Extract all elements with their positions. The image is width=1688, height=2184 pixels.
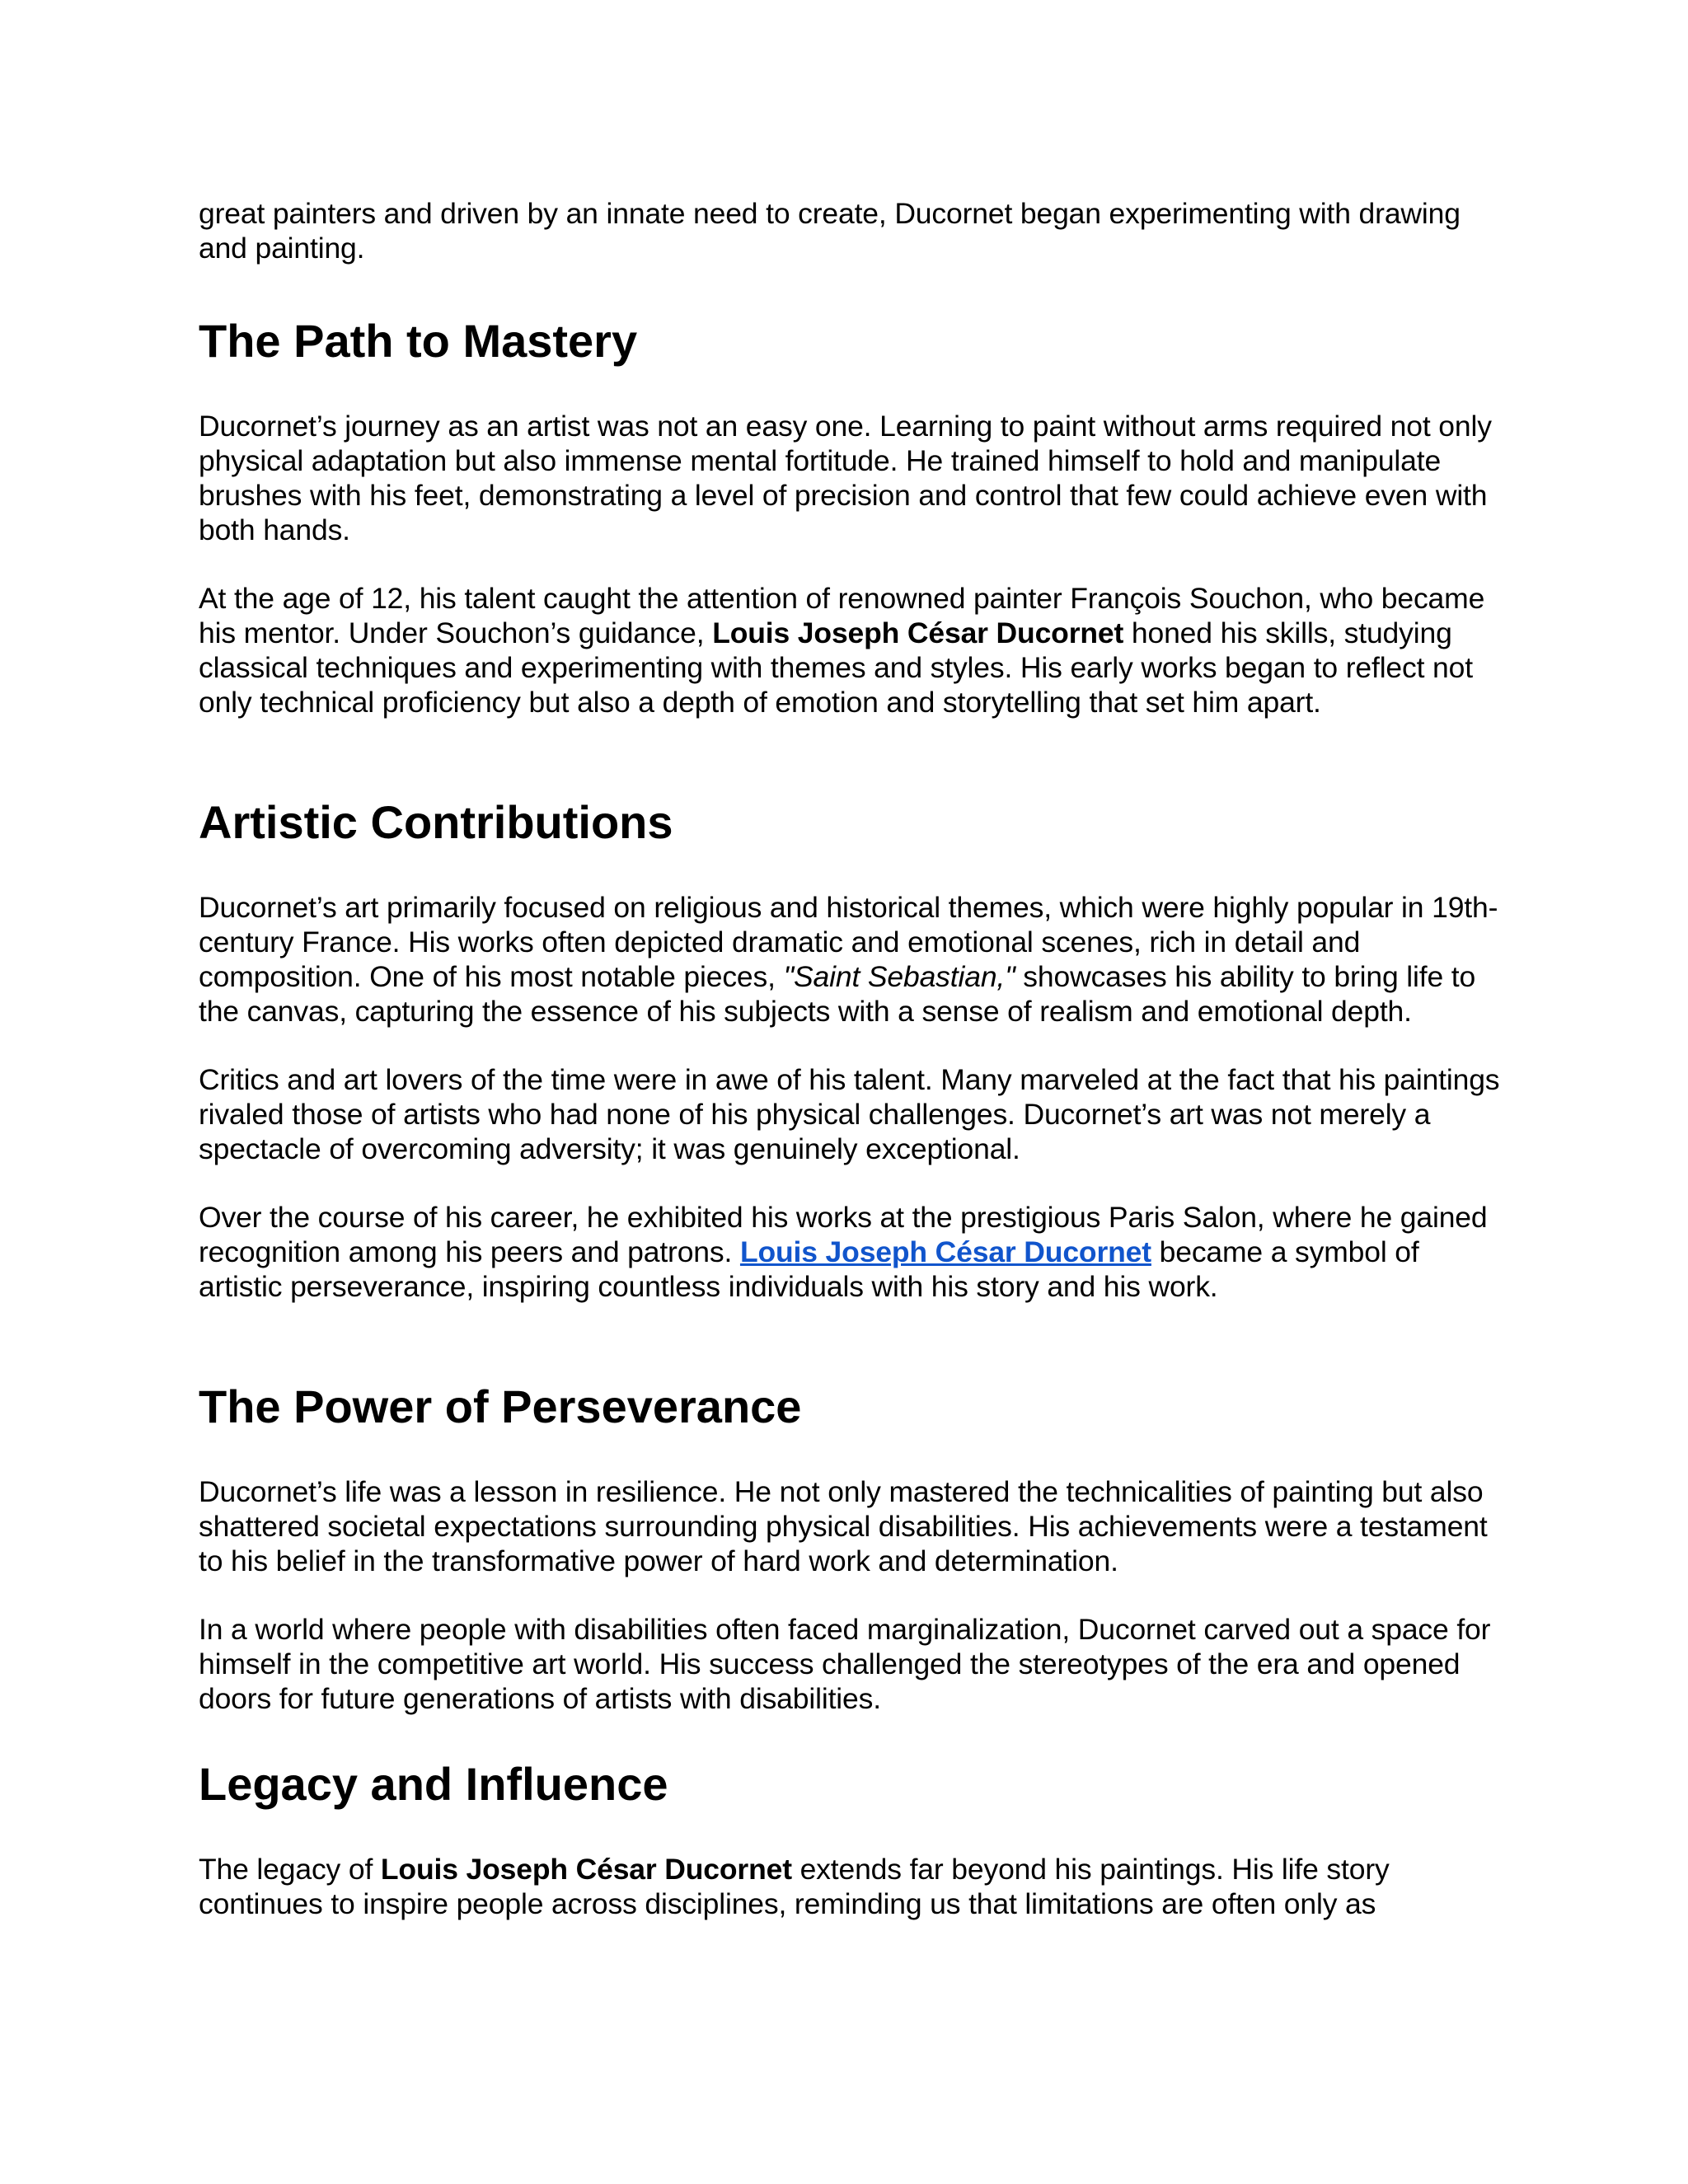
bold-name: Louis Joseph César Ducornet [380, 1853, 792, 1886]
text-run: became a symbol of artistic perseverance, inspiring countless individuals with his story and his work. [199, 1235, 1419, 1303]
paragraph: Ducornet’s journey as an artist was not an easy one. Learning to paint without arms required not only physical adaptation but also immense mental fortitude. He trained himself to hold and manipulate brushes with his feet, demonstrating a level of precision and control that few could achieve even with both hands. [199, 410, 1492, 546]
paragraph: In a world where people with disabilities often faced marginalization, Ducornet carved out a space for himself in the competitive art world. His success challenged the stereotypes of the era and opened doors for future generations of artists with disabilities. [199, 1613, 1491, 1715]
text-run: Ducornet’s art primarily focused on religious and historical themes, which were highly popular in 19th-century France. His works often depicted dramatic and emotional scenes, rich in detail and composition. One of his most notable pieces, [199, 891, 1498, 993]
paragraph: Ducornet’s life was a lesson in resilience. He not only mastered the technicalities of painting but also shattered societal expectations surrounding physical disabilities. His achievements were a testament to his belief in the transformative power of hard work and determination. [199, 1475, 1488, 1577]
text-run: At the age of 12, his talent caught the attention of renowned painter François Souchon, who became his mentor. Under Souchon’s guidance, [199, 582, 1485, 649]
section-legacy-and-influence [199, 1758, 1501, 1921]
text-run: showcases his ability to bring life to the canvas, capturing the essence of his subjects with a sense of realism and emotional depth. [199, 960, 1476, 1028]
paragraph [199, 1852, 1501, 1921]
text-run: Over the course of his career, he exhibited his works at the prestigious Paris Salon, where he gained recognition among his peers and patrons. [199, 1201, 1488, 1268]
ducornet-link[interactable]: Louis Joseph César Ducornet [739, 1235, 1151, 1268]
intro-paragraph: great painters and driven by an innate need to create, Ducornet began experimenting with drawing and painting. [199, 197, 1461, 265]
bold-name: Louis Joseph César Ducornet [712, 616, 1124, 649]
section-heading: The Power of Perseverance [199, 1380, 802, 1432]
section-path-to-mastery [199, 315, 1501, 719]
section-heading: Legacy and Influence [199, 1758, 668, 1810]
paragraph [199, 1200, 1501, 1304]
section-power-of-perseverance [199, 1380, 1501, 1716]
section-heading: Artistic Contributions [199, 796, 673, 848]
text-run: The legacy of [199, 1853, 381, 1886]
section-artistic-contributions [199, 796, 1501, 1304]
text-run: honed his skills, studying classical techniques and experimenting with themes and styles. His early works began to reflect not only technical proficiency but also a depth of emotion and storytelling that set him apart. [199, 616, 1473, 719]
intro-block [199, 196, 1501, 265]
section-body [199, 1852, 1501, 1921]
paragraph: Critics and art lovers of the time were in awe of his talent. Many marveled at the fact that his paintings rivaled those of artists who had none of his physical challenges. Ducornet’s art was not merely a spectacle of overcoming adversity; it was genuinely exceptional. [199, 1063, 1500, 1165]
section-body [199, 409, 1501, 719]
section-heading: The Path to Mastery [199, 315, 638, 367]
section-body [199, 1474, 1501, 1716]
paragraph [199, 890, 1501, 1029]
text-run: extends far beyond his paintings. His life story continues to inspire people across disciplines, reminding us that limitations are often only as [199, 1853, 1390, 1920]
paragraph [199, 581, 1501, 719]
italic-title: "Saint Sebastian," [783, 960, 1015, 993]
section-body [199, 890, 1501, 1304]
